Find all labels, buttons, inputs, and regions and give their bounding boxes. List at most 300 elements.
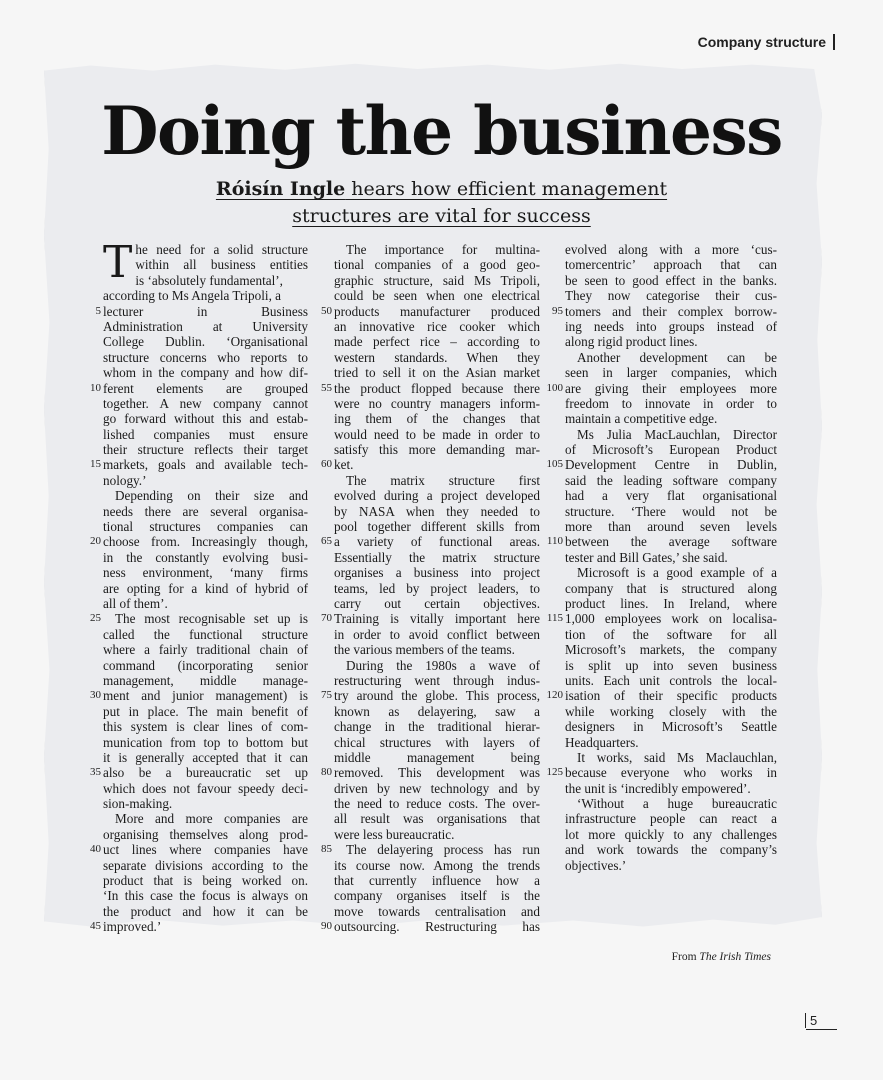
line-number: 125 xyxy=(546,766,563,779)
article-line xyxy=(103,442,308,457)
line-text: move towards centralisation and xyxy=(334,903,540,919)
article-line xyxy=(565,796,777,811)
line-text: the various members of the teams. xyxy=(334,642,515,658)
line-text: Development Centre in Dublin, xyxy=(565,457,777,473)
article-line xyxy=(321,303,540,319)
line-text: choose from. Increasingly though, xyxy=(103,534,308,550)
article-column-3 xyxy=(546,242,777,873)
article-line xyxy=(103,827,308,842)
article-line xyxy=(103,504,308,519)
article-line xyxy=(103,888,308,903)
article-line xyxy=(552,303,777,319)
line-text: it is generally accepted that it can xyxy=(103,749,308,765)
line-text: restructuring went through indus- xyxy=(334,672,540,688)
article-line xyxy=(565,273,777,288)
line-text: It works, said Ms Maclauchlan, xyxy=(577,749,777,765)
article-line xyxy=(103,904,308,919)
line-text: The most recognisable set up is xyxy=(115,611,308,627)
line-text: in the constantly evolving busi- xyxy=(103,549,308,565)
article-column-2 xyxy=(321,242,540,935)
line-text: while working closely with the xyxy=(565,703,777,719)
line-text: company organises itself is the xyxy=(334,888,540,904)
line-text: Depending on their size and xyxy=(115,488,308,504)
article-line xyxy=(565,627,777,642)
line-text: lot more quickly to any challenges xyxy=(565,826,777,842)
line-text: called the functional structure xyxy=(103,626,308,642)
line-text: carry out certain objectives. xyxy=(334,595,540,611)
article-line xyxy=(565,811,777,826)
article-line xyxy=(334,488,540,503)
line-text: where a fairly traditional chain of xyxy=(103,642,308,658)
line-text: organises a business into project xyxy=(334,565,540,581)
article-line xyxy=(334,427,540,442)
line-number: 55 xyxy=(321,381,332,394)
article-line xyxy=(565,396,777,411)
line-text: a variety of functional areas. xyxy=(334,534,540,550)
line-text: Administration at University xyxy=(103,318,308,334)
article-line xyxy=(565,427,777,442)
article-line xyxy=(334,704,540,719)
line-text: freedom to innovate in order to xyxy=(565,395,777,411)
article-line xyxy=(334,550,540,565)
line-text: separate divisions according to the xyxy=(103,857,308,873)
article-line xyxy=(321,534,540,550)
article-line xyxy=(565,319,777,334)
article-line xyxy=(546,688,777,704)
line-text: could be seen when one electrical xyxy=(334,288,540,304)
line-number: 30 xyxy=(90,689,101,702)
line-text: is ‘absolutely fundamental’, xyxy=(135,272,283,288)
article-line xyxy=(565,242,777,257)
article-line xyxy=(565,581,777,596)
line-text: improved.’ xyxy=(103,919,162,935)
article-line xyxy=(565,673,777,688)
article-line xyxy=(565,550,777,565)
article-line xyxy=(103,411,308,426)
line-text: The matrix structure first xyxy=(346,472,540,488)
source-prefix: From xyxy=(671,951,700,963)
line-text: lecturer in Business xyxy=(103,303,308,319)
author-name: Róisín Ingle xyxy=(215,178,346,200)
article-column-1 xyxy=(90,237,308,935)
article-line xyxy=(565,350,777,365)
line-text: During the 1980s a wave of xyxy=(346,657,540,673)
article-line xyxy=(103,750,308,765)
article-line xyxy=(565,642,777,657)
article-line xyxy=(334,735,540,750)
article-line xyxy=(321,919,540,935)
line-text: chical structures with layers of xyxy=(334,734,540,750)
article-line xyxy=(334,319,540,334)
line-text: command (incorporating senior xyxy=(103,657,308,673)
article-line xyxy=(334,596,540,611)
line-number: 80 xyxy=(321,766,332,779)
line-text: known as delayering, saw a xyxy=(334,703,540,719)
article-line xyxy=(103,273,308,288)
article-line xyxy=(103,719,308,734)
line-text: ing them of the changes that xyxy=(334,411,540,427)
line-text: by NASA when they needed to xyxy=(334,503,540,519)
article-line xyxy=(103,519,308,534)
line-text: organising themselves along prod- xyxy=(103,826,308,842)
line-text: the unit is ‘incredibly empowered’. xyxy=(565,780,751,796)
line-text: uct lines where companies have xyxy=(103,842,308,858)
article-line xyxy=(565,781,777,796)
line-text: in order to avoid conflict between xyxy=(334,626,540,642)
article-line xyxy=(334,273,540,288)
line-text: tomers and their complex borrow- xyxy=(565,303,777,319)
line-text: management, middle manage- xyxy=(103,672,308,688)
line-text: structure concerns who reports to xyxy=(103,349,308,365)
line-number: 75 xyxy=(321,689,332,702)
article-line xyxy=(103,365,308,380)
article-line xyxy=(565,473,777,488)
article-line xyxy=(334,288,540,303)
line-text: evolved along with a more ‘cus- xyxy=(565,242,777,257)
line-text: College Dublin. ‘Organisational xyxy=(103,334,308,350)
article-line xyxy=(565,334,777,349)
article-line xyxy=(103,257,308,272)
article-line xyxy=(334,396,540,411)
article-line xyxy=(565,257,777,272)
line-text: would need to be made in order to xyxy=(334,426,540,442)
article-line xyxy=(334,904,540,919)
article-line xyxy=(334,242,540,257)
article-line xyxy=(334,504,540,519)
line-text: put in place. The main benefit of xyxy=(103,703,308,719)
article-line xyxy=(321,457,540,473)
article-line xyxy=(103,581,308,596)
line-number: 45 xyxy=(90,920,101,933)
article-line xyxy=(334,642,540,657)
line-text: be seen to good effect in the banks. xyxy=(565,272,777,288)
article-line xyxy=(334,565,540,580)
line-text: sion-making. xyxy=(103,796,173,812)
line-number: 60 xyxy=(321,458,332,471)
line-text: according to Ms Angela Tripoli, a xyxy=(103,288,282,304)
line-text: needs there are several organisa- xyxy=(103,503,308,519)
line-text: tional companies of a good geo- xyxy=(334,257,540,273)
line-text: ket. xyxy=(334,457,354,473)
line-text: are opting for a kind of hybrid of xyxy=(103,580,308,596)
line-text: satisfy this more demanding mar- xyxy=(334,442,540,458)
line-text: graphic structure, said Ms Tripoli, xyxy=(334,272,540,288)
article-line xyxy=(565,365,777,380)
article-line xyxy=(334,442,540,457)
article-line xyxy=(95,303,308,319)
article-line xyxy=(334,365,540,380)
article-line xyxy=(565,504,777,519)
article-line xyxy=(334,811,540,826)
line-number: 35 xyxy=(90,766,101,779)
line-text: driven by new technology and by xyxy=(334,780,540,796)
article-line xyxy=(334,796,540,811)
line-text: were less bureaucratic. xyxy=(334,826,455,842)
article-line xyxy=(103,704,308,719)
line-text: had a very flat organisational xyxy=(565,488,777,504)
article-line xyxy=(565,842,777,857)
article-line xyxy=(565,411,777,426)
line-text: isation of their specific products xyxy=(565,688,777,704)
line-number: 95 xyxy=(552,304,563,317)
line-text: ing needs into groups instead of xyxy=(565,318,777,334)
line-text: units. Each unit controls the local- xyxy=(565,672,777,688)
line-text: Essentially the matrix structure xyxy=(334,549,540,565)
article-line xyxy=(103,642,308,657)
article-line xyxy=(565,596,777,611)
article-line xyxy=(334,334,540,349)
article-line xyxy=(103,427,308,442)
article-line xyxy=(334,888,540,903)
article-line xyxy=(565,658,777,673)
line-text: were no country managers inform- xyxy=(334,395,540,411)
article-line xyxy=(90,765,308,781)
line-text: infrastructure people can react a xyxy=(565,811,777,827)
article-line xyxy=(103,288,308,303)
line-text: pool together different skills from xyxy=(334,519,540,535)
line-text: product lines. In Ireland, where xyxy=(565,595,777,611)
line-text: said the leading software company xyxy=(565,472,777,488)
article-line xyxy=(321,842,540,858)
article-line xyxy=(334,827,540,842)
standfirst-line-2: structures are vital for success xyxy=(292,205,591,227)
line-text: removed. This development was xyxy=(334,765,540,781)
line-text: tried to sell it on the Asian market xyxy=(334,365,540,381)
article-line xyxy=(565,719,777,734)
article-line xyxy=(103,627,308,642)
line-text: he need for a solid structure xyxy=(135,242,308,257)
line-text: tester and Bill Gates,’ she said. xyxy=(565,549,728,565)
line-number: 110 xyxy=(546,535,563,548)
section-label: Company structure xyxy=(698,34,835,50)
line-text: all of them’. xyxy=(103,595,168,611)
article-line xyxy=(103,796,308,811)
line-number: 10 xyxy=(90,381,101,394)
line-text: 1,000 employees work on localisa- xyxy=(565,611,777,627)
line-number: 5 xyxy=(95,304,101,317)
article-line xyxy=(565,519,777,534)
line-number: 40 xyxy=(90,843,101,856)
source-title: The Irish Times xyxy=(699,951,771,963)
article-line xyxy=(565,288,777,303)
line-text: of Microsoft’s European Product xyxy=(565,442,777,458)
article-line xyxy=(103,673,308,688)
line-text: Microsoft is a good example of a xyxy=(577,565,777,581)
line-text: because everyone who works in xyxy=(565,765,777,781)
article-line xyxy=(334,858,540,873)
article-line xyxy=(103,811,308,826)
article-line xyxy=(90,380,308,396)
line-text: lished companies must ensure xyxy=(103,426,308,442)
article-line xyxy=(334,411,540,426)
line-text: also be a bureaucratic set up xyxy=(103,765,308,781)
line-text: the need to reduce costs. The over- xyxy=(334,796,540,812)
line-text: Training is vitally important here xyxy=(334,611,540,627)
article-line xyxy=(90,534,308,550)
article-line xyxy=(334,658,540,673)
article-line xyxy=(103,334,308,349)
line-text: Ms Julia MacLauchlan, Director xyxy=(577,426,777,442)
article-line xyxy=(321,688,540,704)
line-text: markets, goals and available tech- xyxy=(103,457,308,473)
line-text: together. A new company cannot xyxy=(103,395,308,411)
article-line xyxy=(546,457,777,473)
line-text: designers in Microsoft’s Seattle xyxy=(565,719,777,735)
article-line xyxy=(103,658,308,673)
article-line xyxy=(103,396,308,411)
line-text: nology.’ xyxy=(103,472,147,488)
article-line xyxy=(565,750,777,765)
line-text: teams, led by project leaders, to xyxy=(334,580,540,596)
article-line xyxy=(103,242,308,257)
article-line xyxy=(565,704,777,719)
article-line xyxy=(103,565,308,580)
line-text: that currently influence how a xyxy=(334,873,540,889)
line-text: the product and how it can be xyxy=(103,903,308,919)
line-text: products manufacturer produced xyxy=(334,303,540,319)
line-number: 70 xyxy=(321,612,332,625)
line-text: ‘In this case the focus is always on xyxy=(103,888,308,904)
line-text: ‘Without a huge bureaucratic xyxy=(577,796,777,812)
line-text: an innovative rice cooker which xyxy=(334,318,540,334)
line-text: within all business entities xyxy=(135,257,308,273)
line-text: Microsoft’s markets, the company xyxy=(565,642,777,658)
line-text: tional structures companies can xyxy=(103,519,308,535)
line-text: western standards. When they xyxy=(334,349,540,365)
article-standfirst xyxy=(0,176,883,230)
article-line xyxy=(103,350,308,365)
article-line xyxy=(90,842,308,858)
line-text: middle management being xyxy=(334,749,540,765)
line-text: product that is being worked on. xyxy=(103,873,308,889)
line-number: 115 xyxy=(546,612,563,625)
article-line xyxy=(334,581,540,596)
article-line xyxy=(321,380,540,396)
article-line xyxy=(334,719,540,734)
article-line xyxy=(334,750,540,765)
article-line xyxy=(334,519,540,534)
line-number: 15 xyxy=(90,458,101,471)
line-text: The importance for multina- xyxy=(346,242,540,257)
article-line xyxy=(546,611,777,627)
article-line xyxy=(103,550,308,565)
line-text: ment and junior management) is xyxy=(103,688,308,704)
line-text: company that is structured along xyxy=(565,580,777,596)
article-line xyxy=(90,688,308,704)
line-text: Another development can be xyxy=(577,349,777,365)
article-line xyxy=(103,873,308,888)
page-number: 5 xyxy=(805,1013,817,1028)
article-headline: Doing the business xyxy=(101,92,782,170)
article-line xyxy=(565,858,777,873)
line-text: are giving their employees more xyxy=(565,380,777,396)
line-text: maintain a competitive edge. xyxy=(565,411,718,427)
line-text: whom in the company and how dif- xyxy=(103,365,308,381)
line-text: its course now. Among the trends xyxy=(334,857,540,873)
line-text: They now categorise their cus- xyxy=(565,288,777,304)
line-text: all result was organisations that xyxy=(334,811,540,827)
line-text: their structure reflects their target xyxy=(103,442,308,458)
line-text: munication from top to bottom but xyxy=(103,734,308,750)
article-line xyxy=(103,488,308,503)
article-line xyxy=(546,765,777,781)
article-line xyxy=(103,735,308,750)
article-line xyxy=(90,611,308,627)
line-text: ferent elements are grouped xyxy=(103,380,308,396)
line-text: outsourcing. Restructuring has xyxy=(334,919,540,935)
article-line xyxy=(546,534,777,550)
line-number: 105 xyxy=(546,458,563,471)
article-line xyxy=(334,473,540,488)
line-number: 100 xyxy=(546,381,563,394)
line-text: which does not favour speedy deci- xyxy=(103,780,308,796)
line-text: more than around seven levels xyxy=(565,519,777,535)
article-line xyxy=(103,858,308,873)
article-source xyxy=(672,951,771,963)
article-line xyxy=(90,919,308,935)
line-text: this system is clear lines of com- xyxy=(103,719,308,735)
article-line xyxy=(321,611,540,627)
article-line xyxy=(546,380,777,396)
line-number: 25 xyxy=(90,612,101,625)
line-text: ness environment, ‘many firms xyxy=(103,565,308,581)
article-line xyxy=(565,827,777,842)
article-line xyxy=(334,873,540,888)
line-text: between the average software xyxy=(565,534,777,550)
line-text: the product flopped because there xyxy=(334,380,540,396)
article-line xyxy=(103,473,308,488)
line-text: change in the traditional hierar- xyxy=(334,719,540,735)
article-line xyxy=(321,765,540,781)
article-line xyxy=(90,457,308,473)
line-text: go forward without this and estab- xyxy=(103,411,308,427)
article-line xyxy=(565,565,777,580)
line-text: along rigid product lines. xyxy=(565,334,698,350)
article-line xyxy=(103,781,308,796)
article-line xyxy=(103,319,308,334)
article-line xyxy=(103,596,308,611)
line-text: structure. ‘There would not be xyxy=(565,503,777,519)
line-number: 65 xyxy=(321,535,332,548)
line-number: 20 xyxy=(90,535,101,548)
line-text: made perfect rice – according to xyxy=(334,334,540,350)
standfirst-line-1: hears how efficient management xyxy=(345,178,668,200)
line-text: and work towards the company’s xyxy=(565,842,777,858)
article-line xyxy=(565,442,777,457)
line-text: Headquarters. xyxy=(565,734,639,750)
article-line xyxy=(334,627,540,642)
line-text: The delayering process has run xyxy=(346,842,540,858)
drop-cap: T xyxy=(103,237,133,288)
line-number: 90 xyxy=(321,920,332,933)
article-line xyxy=(334,350,540,365)
article-line xyxy=(334,257,540,272)
line-text: tion of the software for all xyxy=(565,626,777,642)
article-line xyxy=(565,488,777,503)
line-text: objectives.’ xyxy=(565,857,627,873)
line-text: is split up into seven business xyxy=(565,657,777,673)
line-text: try around the globe. This process, xyxy=(334,688,540,704)
article-line xyxy=(334,781,540,796)
line-text: More and more companies are xyxy=(115,811,308,827)
article-line xyxy=(334,673,540,688)
line-text: seen in larger companies, which xyxy=(565,365,777,381)
line-text: tomercentric’ approach that can xyxy=(565,257,777,273)
line-number: 85 xyxy=(321,843,332,856)
line-text: evolved during a project developed xyxy=(334,488,540,504)
line-number: 50 xyxy=(321,304,332,317)
line-number: 120 xyxy=(546,689,563,702)
